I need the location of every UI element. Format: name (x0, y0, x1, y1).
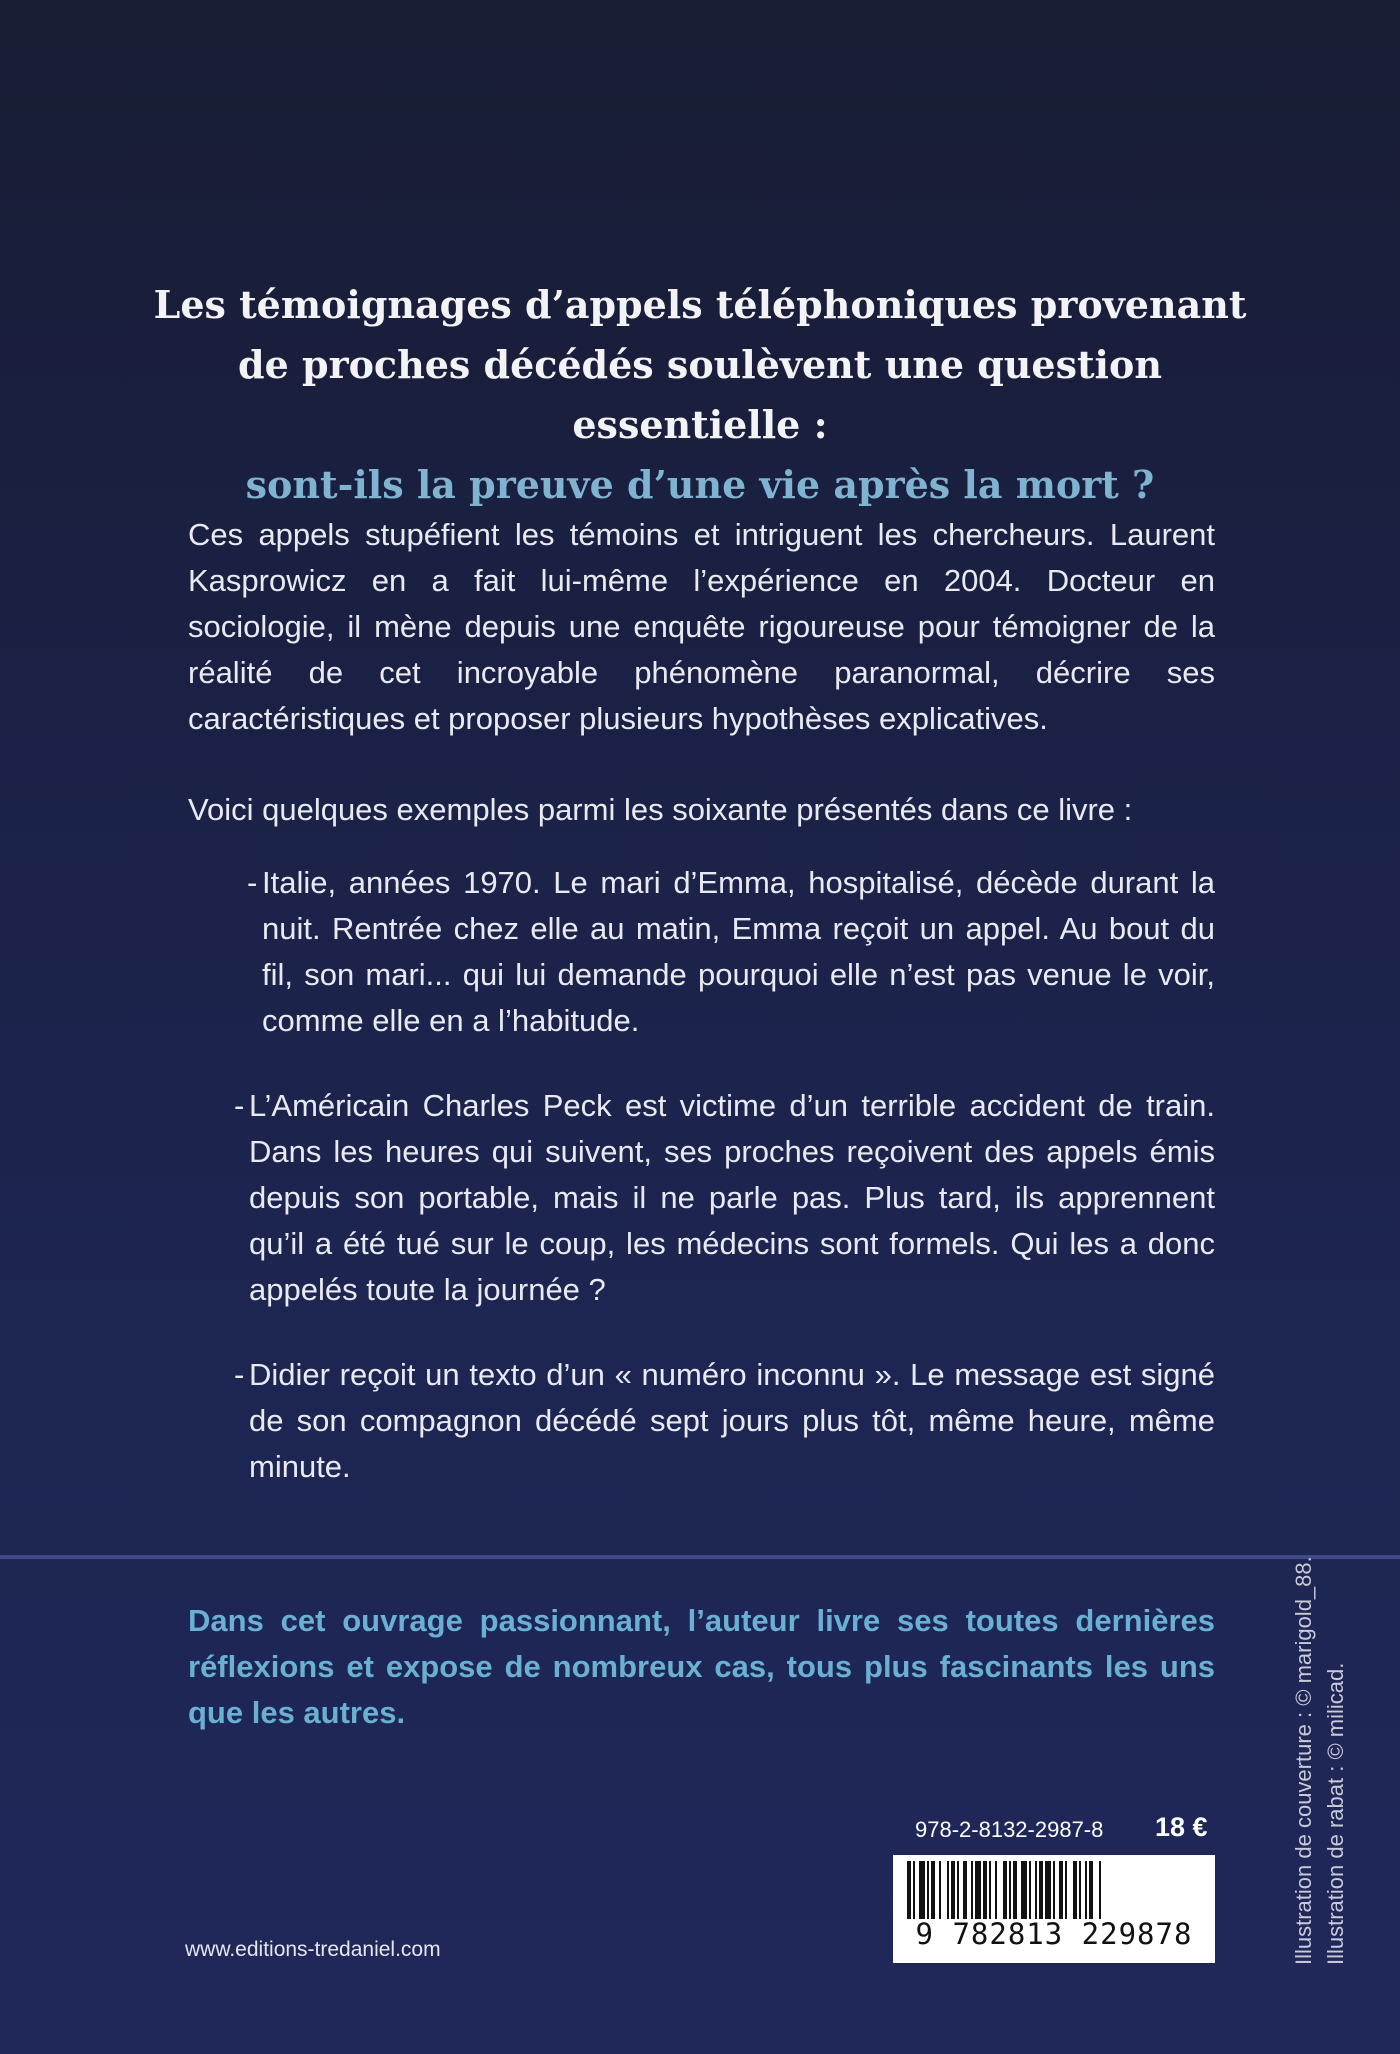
barcode-bar (947, 1861, 949, 1919)
conclusion-paragraph: Dans cet ouvrage passionnant, l’auteur livre ses toutes dernières réflexions et expose de nombreux cas, tous plus fascinants les uns que les autres. (188, 1603, 1215, 1730)
flap-credit: Illustration de rabat : © milicad. (1323, 1662, 1348, 1965)
barcode-bar (1085, 1861, 1087, 1919)
example-text: Italie, années 1970. Le mari d’Emma, hospitalisé, décède durant la nuit. Rentrée chez elle au matin, Emma reçoit un appel. Au bout du fil, son mari... qui lui demande pourquoi elle n’est pas venue le voir, comme elle en a l’habitude. (262, 865, 1215, 1038)
barcode-bar (927, 1861, 929, 1919)
examples-intro: Voici quelques exemples parmi les soixante présentés dans ce livre : (188, 792, 1133, 827)
bullet-dash: - (234, 1357, 245, 1392)
price: 18 € (1155, 1812, 1208, 1842)
illustration-credits (1288, 1525, 1352, 1965)
section-divider (0, 1555, 1400, 1559)
isbn: 978-2-8132-2987-8 (915, 1817, 1104, 1842)
example-text: L’Américain Charles Peck est victime d’un terrible accident de train. Dans les heures qui suivent, ses proches reçoivent des appels émis depuis son portable, mais il ne parle pas. Plus tard, ils apprennent qu’il a été tué sur le coup, les médecins sont formels. Qui les a donc appelés toute la journée ? (249, 1088, 1215, 1307)
barcode-bar (951, 1861, 955, 1919)
barcode-bar (1029, 1861, 1031, 1919)
barcode-bar (939, 1861, 941, 1919)
barcode-bar (1073, 1861, 1077, 1919)
barcode-bar (1009, 1861, 1011, 1919)
barcode-bar (919, 1861, 925, 1919)
barcode-bars (903, 1861, 1205, 1919)
barcode-bar (963, 1861, 967, 1919)
barcode-bar (989, 1861, 991, 1919)
bullet-dash: - (234, 1088, 245, 1123)
example-text: Didier reçoit un texto d’un « numéro inconnu ». Le message est signé de son compagnon décédé sept jours plus tôt, même heure, même minute. (249, 1357, 1215, 1484)
headline-question: sont-ils la preuve d’une vie après la mort ? (245, 462, 1155, 507)
barcode-bar (931, 1861, 935, 1919)
bullet-dash: - (247, 865, 258, 900)
barcode-bar (1099, 1861, 1101, 1919)
headline-line-1: Les témoignages d’appels téléphoniques provenant (153, 282, 1247, 327)
example-item (222, 1083, 1215, 1313)
barcode-bar (913, 1861, 915, 1919)
headline-line-2: de proches décédés soulèvent une question essentielle : (238, 342, 1162, 447)
barcode (893, 1855, 1215, 1963)
headline (130, 275, 1270, 515)
barcode-bar (957, 1861, 959, 1919)
barcode-bar (1003, 1861, 1007, 1919)
barcode-bar (1065, 1861, 1067, 1919)
barcode-bar (1079, 1861, 1081, 1919)
intro-paragraph: Ces appels stupéfient les témoins et intriguent les chercheurs. Laurent Kasprowicz en a fait lui-même l’expérience en 2004. Docteur en sociologie, il mène depuis une enquête rigoureuse pour témoigner de la réalité de cet incroyable phénomène paranormal, décrire ses caractéristiques et proposer plusieurs hypothèses explicatives. (188, 517, 1215, 736)
barcode-bar (1089, 1861, 1093, 1919)
barcode-bar (1053, 1861, 1055, 1919)
barcode-bar (1013, 1861, 1017, 1919)
barcode-bar (1021, 1861, 1027, 1919)
website-url: www.editions-tredaniel.com (185, 1938, 441, 1961)
barcode-bar (971, 1861, 973, 1919)
barcode-bar (983, 1861, 987, 1919)
example-item (235, 860, 1215, 1044)
barcode-bar (907, 1861, 911, 1919)
example-item (222, 1352, 1215, 1490)
barcode-number: 9 782813 229878 (915, 1917, 1193, 1951)
barcode-bar (1045, 1861, 1051, 1919)
barcode-bar (975, 1861, 981, 1919)
cover-credit: Illustration de couverture : © marigold_88. (1291, 1556, 1316, 1965)
barcode-bar (1039, 1861, 1043, 1919)
barcode-bar (1059, 1861, 1063, 1919)
barcode-bar (995, 1861, 997, 1919)
barcode-bar (1035, 1861, 1037, 1919)
